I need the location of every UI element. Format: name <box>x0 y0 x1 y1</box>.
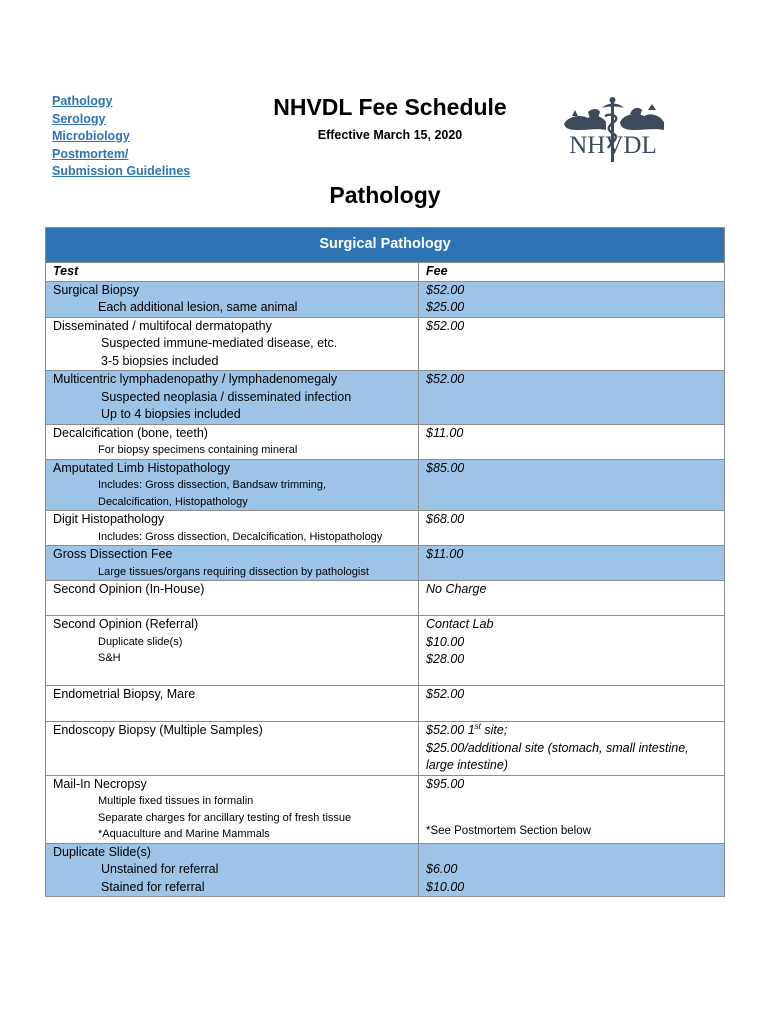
test-detail: S&H <box>98 652 121 664</box>
fee-value: $52.00 <box>426 282 465 297</box>
test-cell <box>46 686 419 722</box>
table-row <box>46 424 725 459</box>
test-name: Disseminated / multifocal dermatopathy <box>53 318 272 333</box>
fee-cell <box>419 317 725 371</box>
fee-table <box>45 227 725 897</box>
fee-cell <box>419 581 725 616</box>
test-cell <box>46 511 419 546</box>
table-row <box>46 843 725 897</box>
fee-value: $52.00 <box>426 372 465 386</box>
test-name: Digit Histopathology <box>53 512 165 526</box>
nav-link-postmortem[interactable]: Postmortem/ <box>52 146 129 161</box>
nav-link-submission-guidelines[interactable]: Submission Guidelines <box>52 164 191 178</box>
col-fee-header: Fee <box>419 263 725 282</box>
fee-value: $85.00 <box>426 460 465 475</box>
test-name: Endoscopy Biopsy (Multiple Samples) <box>53 723 263 737</box>
fee-value: $10.00 <box>426 879 465 894</box>
test-name: Surgical Biopsy <box>53 282 140 297</box>
fee-cell <box>419 546 725 581</box>
test-cell <box>46 459 419 511</box>
col-test-header: Test <box>46 263 419 282</box>
test-name: Multicentric lymphadenopathy / lymphadenomegaly <box>53 372 338 386</box>
test-detail: *Aquaculture and Marine Mammals <box>98 828 270 840</box>
table-header <box>46 263 725 282</box>
fee-first: $52.00 1 <box>426 723 475 737</box>
band-title: Surgical Pathology <box>46 228 725 263</box>
test-name: Duplicate Slide(s) <box>53 844 151 859</box>
fee-value: $25.00/additional site (stomach, small intestine, large intestine) <box>426 740 689 772</box>
fee-value: $10.00 <box>426 634 465 649</box>
nav-link-serology[interactable]: Serology <box>52 111 106 126</box>
test-detail: Unstained for referral <box>101 862 219 876</box>
fee-value: $11.00 <box>426 547 464 561</box>
fee-first-tail: site; <box>480 723 508 737</box>
effective-date: Effective March 15, 2020 <box>317 128 463 142</box>
fee-value <box>426 722 717 740</box>
fee-value: $11.00 <box>426 425 464 440</box>
fee-value: $25.00 <box>426 300 465 314</box>
test-name: Endometrial Biopsy, Mare <box>53 687 196 701</box>
fee-note: *See Postmortem Section below <box>426 825 591 837</box>
table-row <box>46 281 725 317</box>
test-cell <box>46 581 419 616</box>
test-detail: Decalcification, Histopathology <box>98 495 248 508</box>
table-row <box>46 581 725 616</box>
test-detail: For biopsy specimens containing mineral <box>98 444 298 456</box>
test-cell <box>46 371 419 425</box>
test-cell <box>46 843 419 897</box>
fee-cell <box>419 686 725 722</box>
table-row <box>46 686 725 722</box>
page-title: NHVDL Fee Schedule <box>273 94 507 120</box>
fee-cell <box>419 616 725 686</box>
test-name: Decalcification (bone, teeth) <box>53 425 208 440</box>
nav-link-pathology[interactable]: Pathology <box>52 94 113 108</box>
fee-cell <box>419 371 725 425</box>
test-detail: Includes: Gross dissection, Bandsaw trimming, <box>98 479 327 491</box>
fee-cell <box>419 424 725 459</box>
fee-value: $95.00 <box>426 776 465 791</box>
test-detail: Suspected immune-mediated disease, etc. <box>101 336 338 350</box>
nav-links <box>52 93 190 181</box>
test-name: Mail-In Necropsy <box>53 776 147 791</box>
fee-cell <box>419 511 725 546</box>
table-row <box>46 722 725 776</box>
fee-cell <box>419 775 725 843</box>
nhvdl-logo <box>558 94 668 168</box>
table-row <box>46 511 725 546</box>
test-cell <box>46 317 419 371</box>
test-cell <box>46 281 419 317</box>
test-cell <box>46 424 419 459</box>
test-detail: Up to 4 biopsies included <box>101 407 241 421</box>
table-row <box>46 459 725 511</box>
fee-value: $28.00 <box>426 652 465 666</box>
test-name: Second Opinion (Referral) <box>53 617 199 631</box>
test-detail: Large tissues/organs requiring dissection by pathologist <box>98 565 369 578</box>
test-cell <box>46 546 419 581</box>
fee-first-ordinal: st <box>474 721 481 731</box>
test-name: Amputated Limb Histopathology <box>53 460 231 475</box>
table-band <box>46 228 725 263</box>
test-name: Second Opinion (In-House) <box>53 582 205 596</box>
table-row <box>46 616 725 686</box>
fee-cell <box>419 459 725 511</box>
fee-value: $68.00 <box>426 512 465 526</box>
test-cell <box>46 616 419 686</box>
fee-value: $52.00 <box>426 687 465 701</box>
fee-value: No Charge <box>426 582 487 596</box>
table-row <box>46 546 725 581</box>
test-detail: Duplicate slide(s) <box>98 635 183 648</box>
test-cell <box>46 722 419 776</box>
fee-value: Contact Lab <box>426 617 494 631</box>
test-detail: 3-5 biopsies included <box>101 353 219 368</box>
test-detail: Stained for referral <box>101 879 205 894</box>
test-detail: Suspected neoplasia / disseminated infection <box>101 389 352 404</box>
test-detail: Each additional lesion, same animal <box>98 300 298 314</box>
logo-wordmark: NHVDL <box>569 132 657 159</box>
table-row <box>46 371 725 425</box>
nav-link-microbiology[interactable]: Microbiology <box>52 129 130 143</box>
fee-value: $6.00 <box>426 862 458 876</box>
test-detail: Multiple fixed tissues in formalin <box>98 795 254 807</box>
test-name: Gross Dissection Fee <box>53 547 173 561</box>
fee-value: $52.00 <box>426 318 465 333</box>
test-cell <box>46 775 419 843</box>
fee-cell <box>419 722 725 776</box>
table-row <box>46 775 725 843</box>
fee-cell <box>419 281 725 317</box>
test-detail: Separate charges for ancillary testing of fresh tissue <box>98 811 352 824</box>
section-title: Pathology <box>329 182 441 208</box>
fee-cell <box>419 843 725 897</box>
table-row <box>46 317 725 371</box>
test-detail: Includes: Gross dissection, Decalcification, Histopathology <box>98 530 383 543</box>
